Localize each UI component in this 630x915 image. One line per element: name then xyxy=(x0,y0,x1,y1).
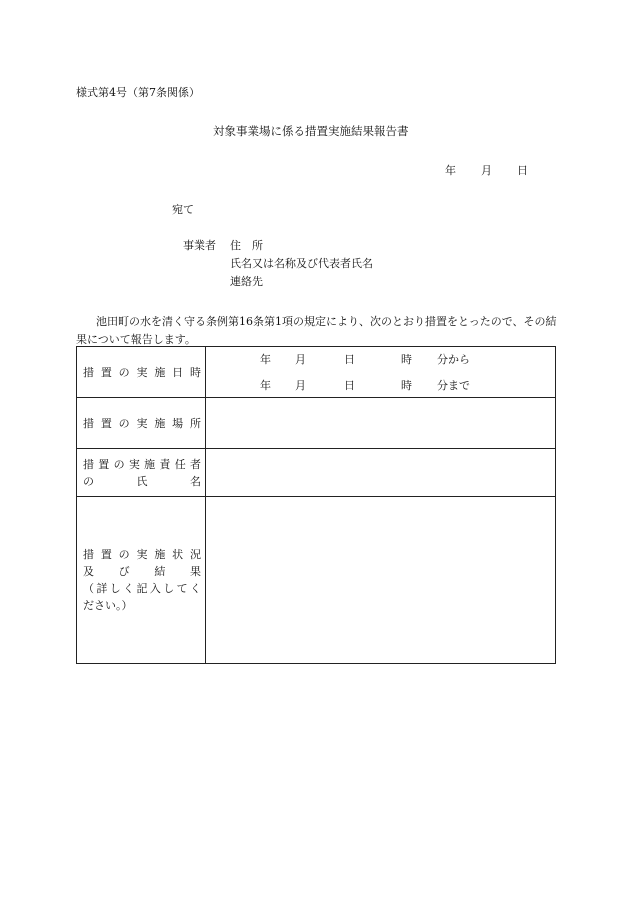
applicant-address-label: 住 所 xyxy=(230,239,263,252)
addressee-label: 宛て xyxy=(172,203,194,216)
label-location: 措置の実施場所 xyxy=(83,416,201,430)
applicant-contact-label: 連絡先 xyxy=(230,275,263,288)
applicant-label: 事業者 xyxy=(183,239,216,252)
body-text: 池田町の水を清く守る条例第16条第1項の規定により、次のとおり措置をとったので、その結果について報告します。 xyxy=(76,315,557,346)
table-row-status xyxy=(77,497,556,664)
to-day-label: 日 xyxy=(344,379,355,392)
label-status-line4: ださい。） xyxy=(83,599,133,612)
from-month-label: 月 xyxy=(295,353,306,366)
datetime-from-line xyxy=(206,349,555,369)
table-row-location xyxy=(77,398,556,449)
applicant-name-label: 氏名又は名称及び代表者氏名 xyxy=(230,257,373,270)
label-cell-responsible xyxy=(77,449,206,497)
table-row-responsible xyxy=(77,449,556,497)
to-month-label: 月 xyxy=(295,379,306,392)
from-year-label: 年 xyxy=(260,353,271,366)
label-status-line3: （詳しく記入してく xyxy=(83,582,201,595)
datetime-cell[interactable] xyxy=(206,347,556,398)
responsible-cell[interactable] xyxy=(206,449,556,497)
to-minute-label: 分まで xyxy=(437,379,470,392)
date-month-label: 月 xyxy=(481,164,492,177)
from-minute-label: 分から xyxy=(437,353,470,366)
datetime-to-line xyxy=(206,375,555,395)
location-cell[interactable] xyxy=(206,398,556,449)
label-cell-location xyxy=(77,398,206,449)
label-cell-datetime xyxy=(77,347,206,398)
status-cell[interactable] xyxy=(206,497,556,664)
table-row-datetime xyxy=(77,347,556,398)
document-title: 対象事業場に係る措置実施結果報告書 xyxy=(213,124,409,138)
from-hour-label: 時 xyxy=(401,353,412,366)
form-number: 様式第4号（第7条関係） xyxy=(76,86,200,99)
label-datetime: 措置の実施日時 xyxy=(83,365,201,379)
body-paragraph xyxy=(76,313,562,349)
to-hour-label: 時 xyxy=(401,379,412,392)
from-day-label: 日 xyxy=(344,353,355,366)
date-year-label: 年 xyxy=(445,164,456,177)
date-day-label: 日 xyxy=(517,164,528,177)
report-table xyxy=(76,346,556,664)
label-responsible-line1: 措置の実施責任者 xyxy=(83,457,201,471)
to-year-label: 年 xyxy=(260,379,271,392)
label-responsible-line2: の氏名 xyxy=(83,474,201,488)
label-cell-status xyxy=(77,497,206,664)
label-status-line1: 措置の実施状況 xyxy=(83,548,201,561)
label-status-line2: 及び結果 xyxy=(83,565,201,578)
